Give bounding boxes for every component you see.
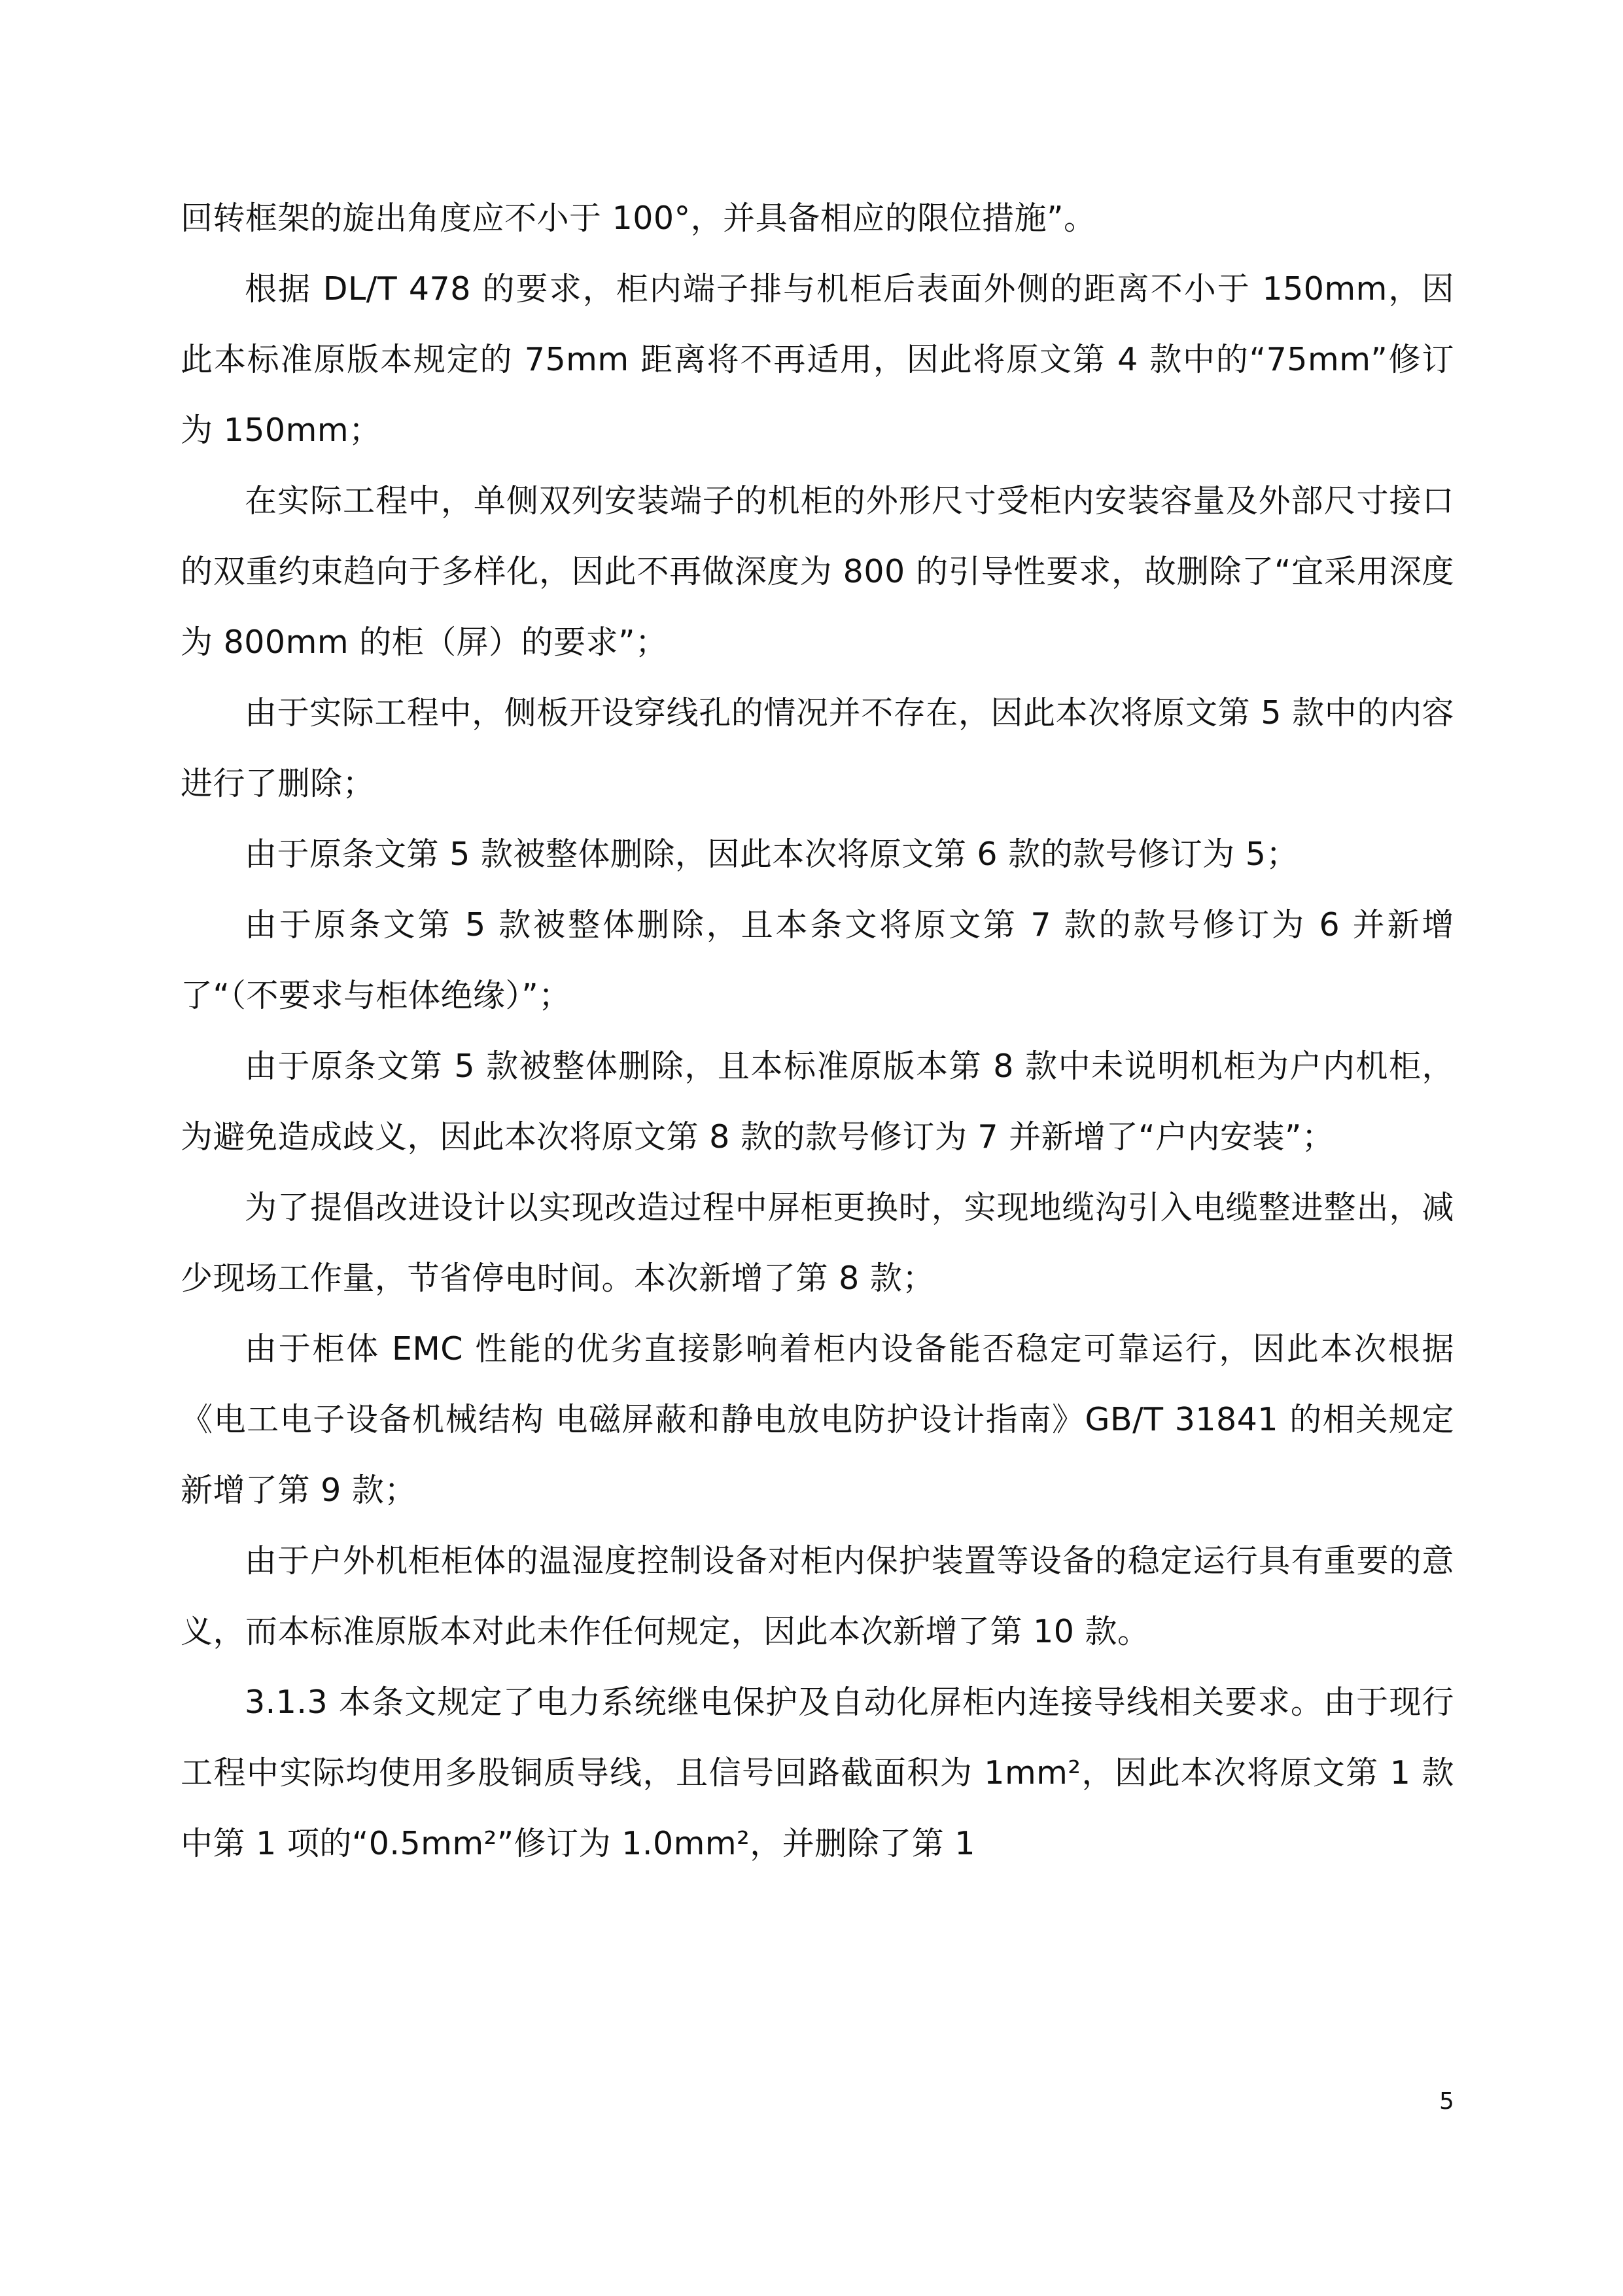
- paragraph: 在实际工程中，单侧双列安装端子的机柜的外形尺寸受柜内安装容量及外部尺寸接口的双重约束趋向于多样化，因此不再做深度为 800 的引导性要求，故删除了“宜采用深度为 800mm 的柜（屏）的要求”；: [181, 482, 1454, 661]
- paragraph: 根据 DL/T 478 的要求，柜内端子排与机柜后表面外侧的距离不小于 150mm，因此本标准原版本规定的 75mm 距离将不再适用，因此将原文第 4 款中的“75mm”修订为 150mm；: [181, 270, 1454, 449]
- paragraph: 由于原条文第 5 款被整体删除，且本条文将原文第 7 款的款号修订为 6 并新增了“（不要求与柜体绝缘）”；: [181, 906, 1454, 1014]
- paragraph: 由于柜体 EMC 性能的优劣直接影响着柜内设备能否稳定可靠运行，因此本次根据《电工电子设备机械结构 电磁屏蔽和静电放电防护设计指南》GB/T 31841 的相关规定新增了第 9 款；: [181, 1330, 1454, 1509]
- page-number: 5: [1439, 2088, 1454, 2115]
- paragraph: 为了提倡改进设计以实现改造过程中屏柜更换时，实现地缆沟引入电缆整进整出，减少现场工作量，节省停电时间。本次新增了第 8 款；: [181, 1189, 1454, 1297]
- section-3-1-3-paragraph: 3.1.3 本条文规定了电力系统继电保护及自动化屏柜内连接导线相关要求。由于现行工程中实际均使用多股铜质导线，且信号回路截面积为 1mm²，因此本次将原文第 1 款中第 1 项的“0.5mm²”修订为 1.0mm²，并删除了第 1: [181, 1684, 1454, 1862]
- paragraph: 由于户外机柜柜体的温湿度控制设备对柜内保护装置等设备的稳定运行具有重要的意义，而本标准原版本对此未作任何规定，因此本次新增了第 10 款。: [181, 1542, 1454, 1650]
- paragraph-continuation: 回转框架的旋出角度应不小于 100°，并具备相应的限位措施”。: [181, 200, 1096, 237]
- paragraph: 由于原条文第 5 款被整体删除，且本标准原版本第 8 款中未说明机柜为户内机柜，为避免造成歧义，因此本次将原文第 8 款的款号修订为 7 并新增了“户内安装”；: [181, 1048, 1454, 1156]
- paragraph: 由于原条文第 5 款被整体删除，因此本次将原文第 6 款的款号修订为 5；: [245, 836, 1299, 873]
- body-text: [181, 183, 1454, 1879]
- paragraph: 由于实际工程中，侧板开设穿线孔的情况并不存在，因此本次将原文第 5 款中的内容进行了删除；: [181, 694, 1454, 802]
